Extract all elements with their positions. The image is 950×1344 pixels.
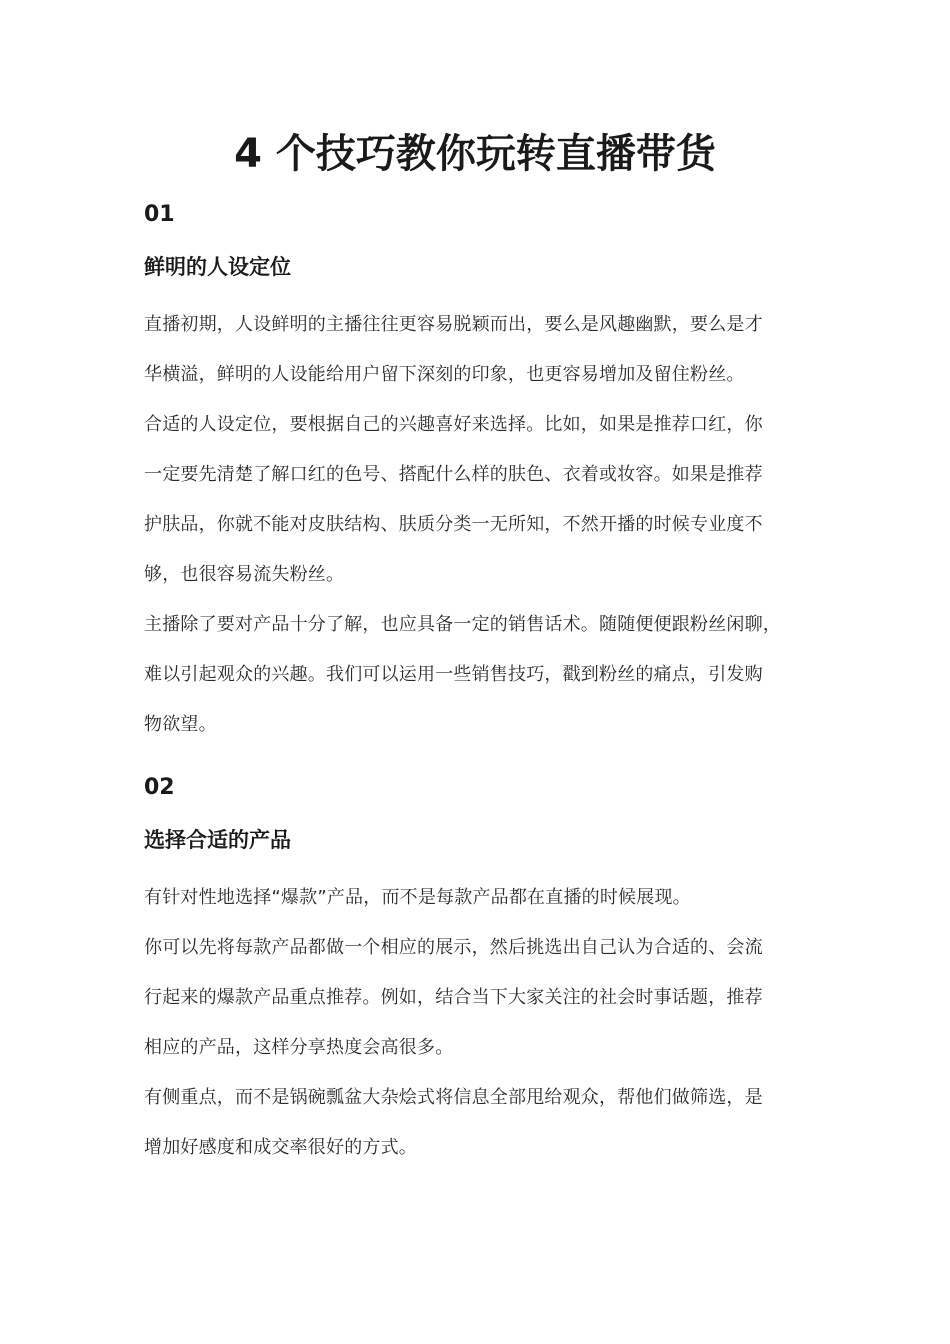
paragraph-line: 物欲望。 — [144, 714, 217, 735]
paragraph — [144, 873, 809, 923]
paragraph — [144, 923, 809, 1073]
paragraph-line: 一定要先清楚了解口红的色号、搭配什么样的肤色、衣着或妆容。如果是推荐 — [144, 464, 763, 485]
section-body — [144, 873, 809, 1173]
paragraph-line: 增加好感度和成交率很好的方式。 — [144, 1137, 417, 1158]
section-number: 02 — [144, 775, 175, 800]
paragraph-line: 主播除了要对产品十分了解，也应具备一定的销售话术。随随便便跟粉丝闲聊， — [144, 614, 781, 635]
paragraph-line: 相应的产品，这样分享热度会高很多。 — [144, 1037, 454, 1058]
paragraph-line: 难以引起观众的兴趣。我们可以运用一些销售技巧，戳到粉丝的痛点，引发购 — [144, 664, 763, 685]
paragraph-line: 合适的人设定位，要根据自己的兴趣喜好来选择。比如，如果是推荐口红，你 — [144, 414, 763, 435]
section-body — [144, 300, 809, 750]
paragraph — [144, 600, 809, 750]
section-02 — [144, 773, 809, 1173]
paragraph — [144, 1073, 809, 1173]
paragraph — [144, 400, 809, 600]
section-heading: 鲜明的人设定位 — [144, 255, 291, 279]
section-number: 01 — [144, 202, 175, 227]
section-01 — [144, 200, 809, 750]
paragraph-line: 有针对性地选择“爆款”产品，而不是每款产品都在直播的时候展现。 — [144, 887, 691, 908]
section-heading: 选择合适的产品 — [144, 828, 291, 852]
paragraph-line: 护肤品，你就不能对皮肤结构、肤质分类一无所知，不然开播的时候专业度不 — [144, 514, 763, 535]
paragraph-line: 你可以先将每款产品都做一个相应的展示，然后挑选出自己认为合适的、会流 — [144, 937, 763, 958]
paragraph-line: 有侧重点，而不是锅碗瓢盆大杂烩式将信息全部甩给观众，帮他们做筛选，是 — [144, 1087, 763, 1108]
paragraph-line: 行起来的爆款产品重点推荐。例如，结合当下大家关注的社会时事话题，推荐 — [144, 987, 763, 1008]
paragraph-line: 直播初期，人设鲜明的主播往往更容易脱颖而出，要么是风趣幽默，要么是才 — [144, 314, 763, 335]
document-title: 4 个技巧教你玩转直播带货 — [234, 131, 716, 177]
paragraph-line: 华横溢，鲜明的人设能给用户留下深刻的印象，也更容易增加及留住粉丝。 — [144, 364, 745, 385]
paragraph-line: 够，也很容易流失粉丝。 — [144, 564, 345, 585]
paragraph — [144, 300, 809, 400]
